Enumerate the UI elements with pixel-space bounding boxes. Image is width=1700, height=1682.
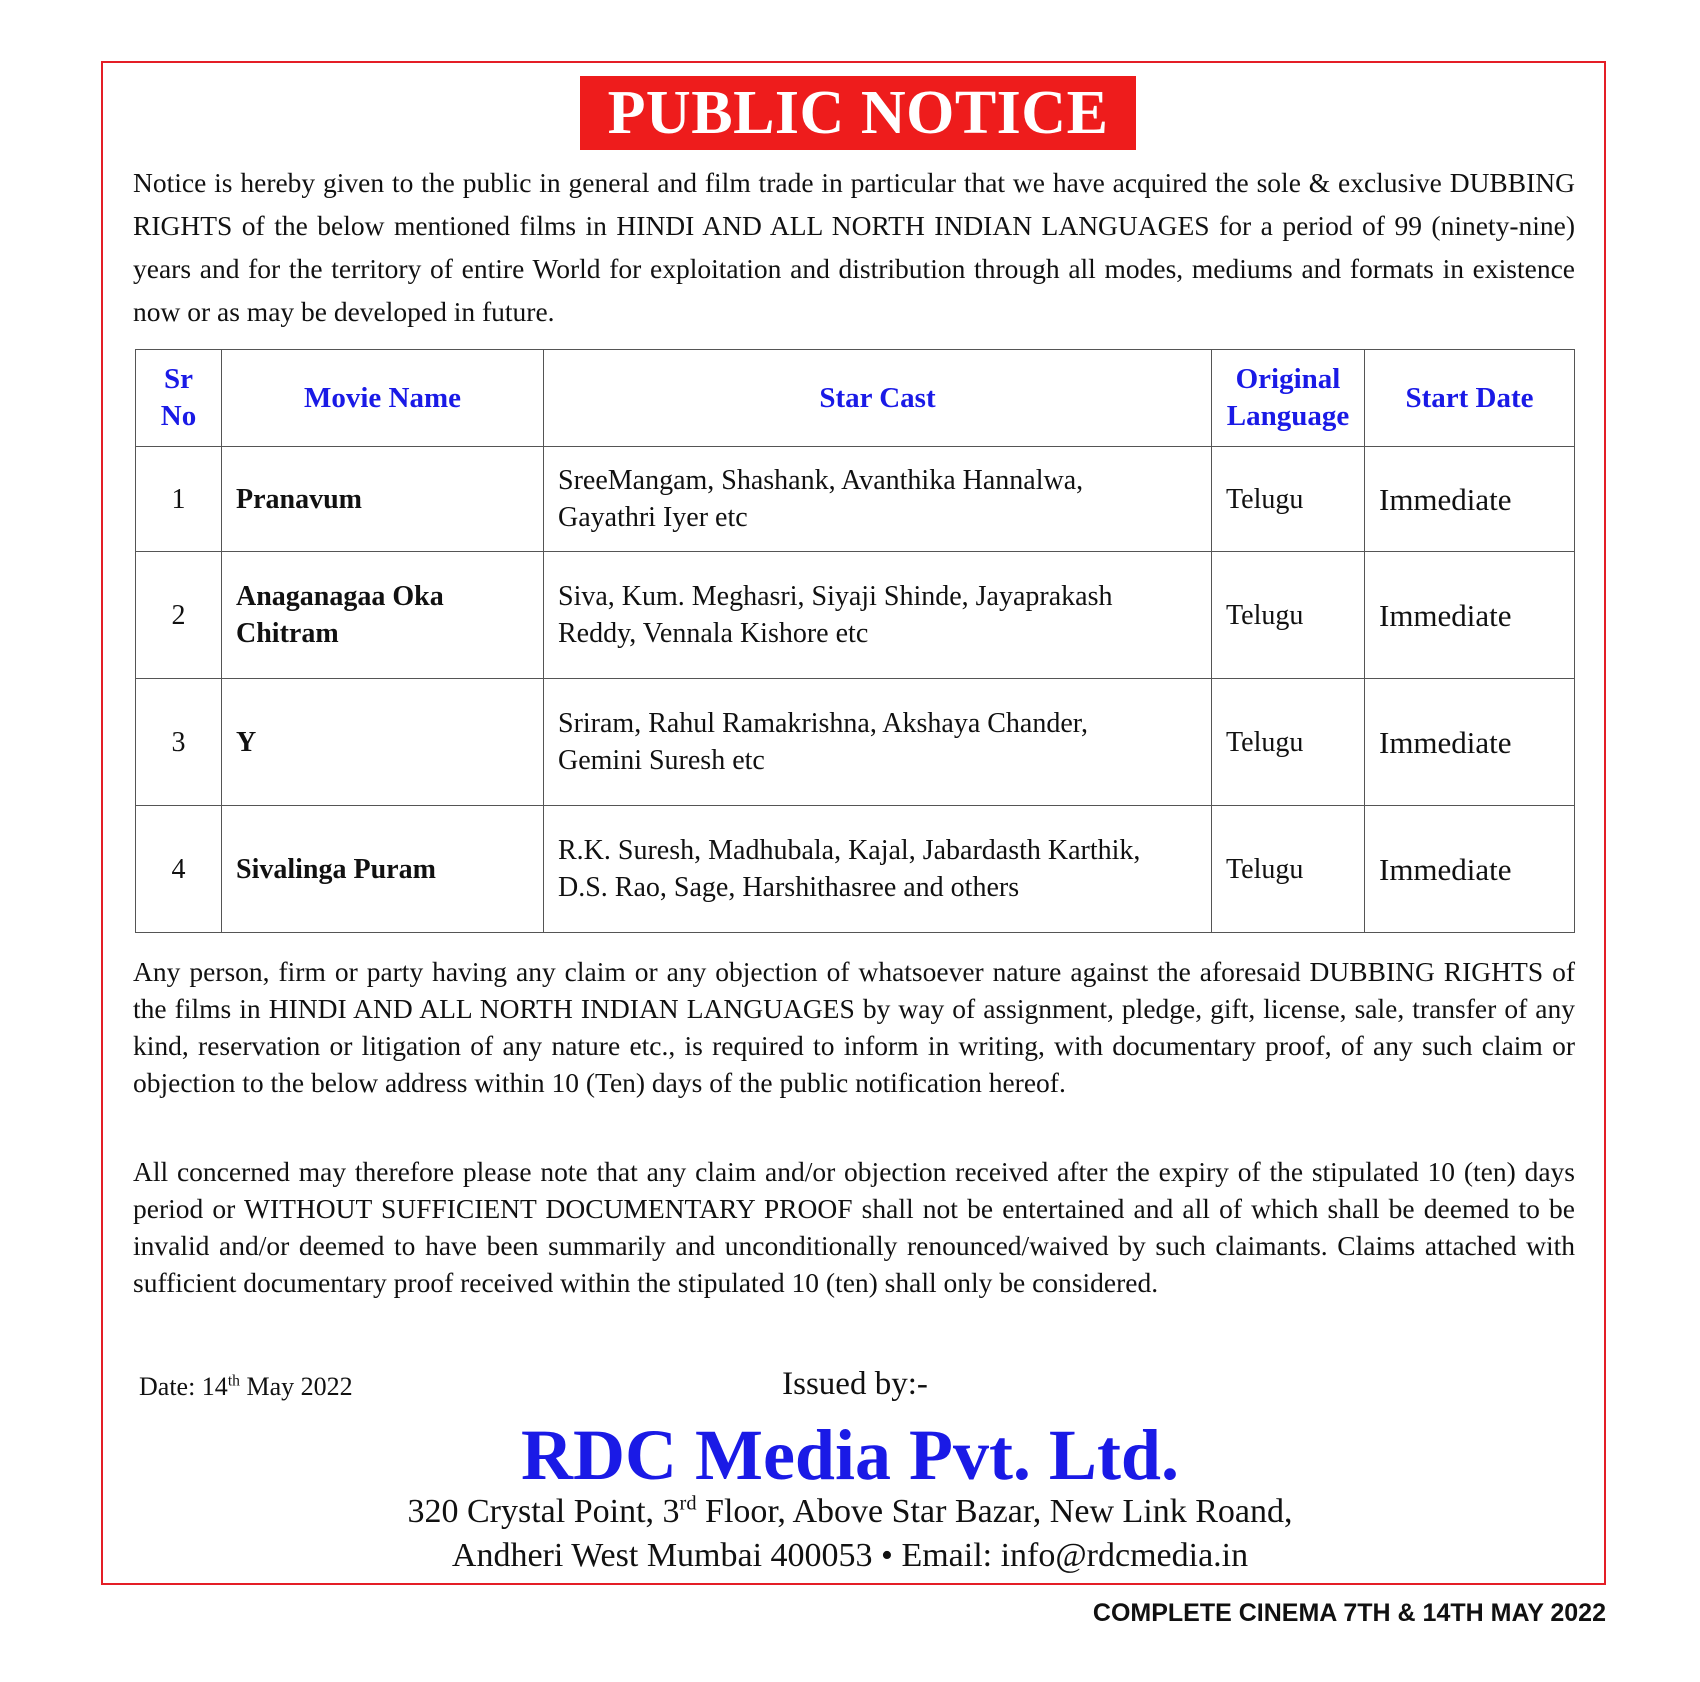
cell-sr: 1	[136, 447, 222, 552]
claim-paragraph: Any person, firm or party having any claim or any objection of whatsoever nature against the aforesaid DUBBING RIGHTS of the films in HINDI AND ALL NORTH INDIAN LANGUAGES by way of assignment, pledge, gift, license, sale, transfer of any kind, reservation or litigation of any nature etc., is required to inform in writing, with documentary proof, of any such claim or objection to the below address within 10 (Ten) days of the public notification hereof.	[133, 956, 1575, 1098]
cell-language: Telugu	[1212, 447, 1365, 552]
cell-sr: 4	[136, 806, 222, 933]
header-star-cast: Star Cast	[544, 350, 1212, 447]
cell-language: Telugu	[1212, 552, 1365, 679]
movies-table	[135, 349, 1575, 933]
table-row	[136, 552, 1575, 679]
header-original-language: Original Language	[1212, 350, 1365, 447]
cell-start-date: Immediate	[1365, 447, 1575, 552]
intro-paragraph: Notice is hereby given to the public in general and film trade in particular that we have acquired the sole & exclusive DUBBING RIGHTS of the below mentioned films in HINDI AND ALL NORTH INDIAN LANGUAGES for a period of 99 (ninety-nine) years and for the territory of entire World for exploitation and distribution through all modes, mediums and formats in existence now or as may be developed in future.	[133, 167, 1575, 327]
cell-language: Telugu	[1212, 679, 1365, 806]
cell-cast: Sriram, Rahul Ramakrishna, Akshaya Chander, Gemini Suresh etc	[544, 679, 1212, 806]
header-start-date: Start Date	[1365, 350, 1575, 447]
header-movie-name: Movie Name	[222, 350, 544, 447]
notice-title: PUBLIC NOTICE	[580, 76, 1136, 150]
issued-by-label: Issued by:-	[782, 1366, 928, 1402]
cell-sr: 2	[136, 552, 222, 679]
cell-cast: SreeMangam, Shashank, Avanthika Hannalwa, Gayathri Iyer etc	[544, 447, 1212, 552]
final-paragraph: All concerned may therefore please note that any claim and/or objection received after the expiry of the stipulated 10 (ten) days period or WITHOUT SUFFICIENT DOCUMENTARY PROOF shall not be entertained and all of which shall be deemed to be invalid and/or deemed to have been summarily and unconditionally renounced/waived by such claimants. Claims attached with sufficient documentary proof received within the stipulated 10 (ten) shall only be considered.	[133, 1156, 1575, 1298]
publication-footer: COMPLETE CINEMA 7TH & 14TH MAY 2022	[1092, 1599, 1606, 1627]
cell-cast: Siva, Kum. Meghasri, Siyaji Shinde, Jayaprakash Reddy, Vennala Kishore etc	[544, 552, 1212, 679]
cell-start-date: Immediate	[1365, 806, 1575, 933]
cell-sr: 3	[136, 679, 222, 806]
table-row	[136, 679, 1575, 806]
cell-start-date: Immediate	[1365, 679, 1575, 806]
table-row	[136, 806, 1575, 933]
cell-movie: Anaganagaa Oka Chitram	[222, 552, 544, 679]
cell-movie: Pranavum	[222, 447, 544, 552]
table-row	[136, 447, 1575, 552]
cell-movie: Sivalinga Puram	[222, 806, 544, 933]
notice-date: Date: 14th May 2022	[139, 1372, 353, 1401]
cell-start-date: Immediate	[1365, 552, 1575, 679]
table-header-row	[136, 350, 1575, 447]
company-address: 320 Crystal Point, 3rd Floor, Above Star Bazar, New Link Roand, Andheri West Mumbai 400053 • Email: info@rdcmedia.in	[407, 1492, 1293, 1574]
cell-language: Telugu	[1212, 806, 1365, 933]
cell-movie: Y	[222, 679, 544, 806]
cell-cast: R.K. Suresh, Madhubala, Kajal, Jabardasth Karthik, D.S. Rao, Sage, Harshithasree and others	[544, 806, 1212, 933]
company-name: RDC Media Pvt. Ltd.	[521, 1415, 1179, 1495]
header-sr-no: Sr No	[136, 350, 222, 447]
